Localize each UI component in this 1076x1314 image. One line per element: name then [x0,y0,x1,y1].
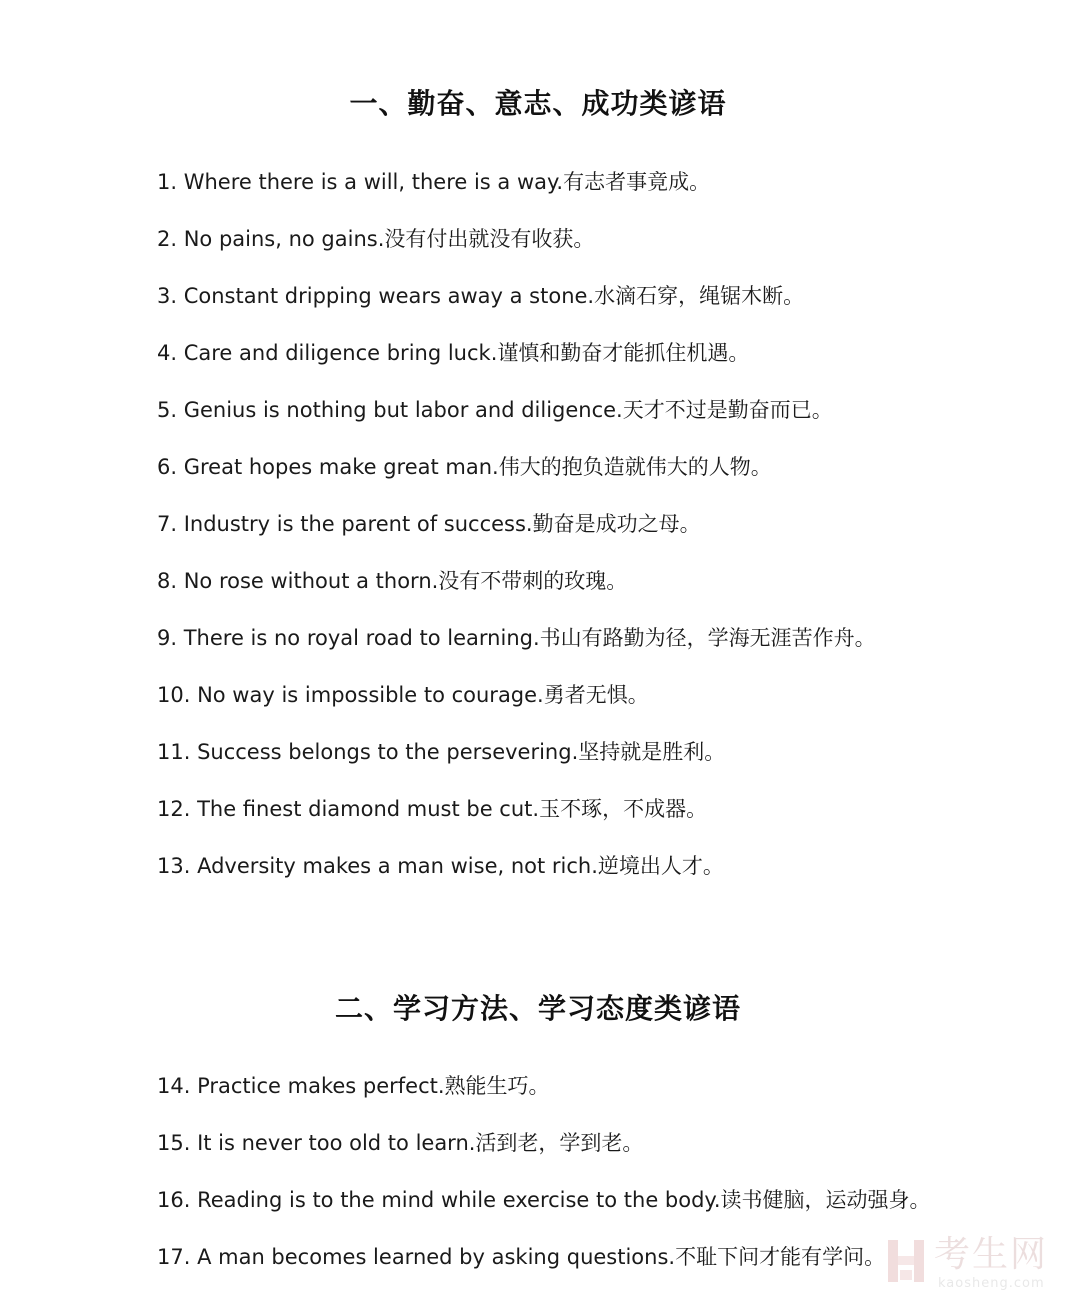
proverb-item: 16. Reading is to the mind while exercise to the body.读书健脑，运动强身。 [157,1188,931,1212]
proverb-item: 4. Care and diligence bring luck.谨慎和勤奋才能抓住机遇。 [157,341,750,365]
proverb-item: 11. Success belongs to the persevering.坚持就是胜利。 [157,740,726,764]
proverb-item: 1. Where there is a will, there is a way.有志者事竟成。 [157,170,711,194]
proverb-item: 9. There is no royal road to learning.书山有路勤为径，学海无涯苦作舟。 [157,626,876,650]
section-heading-1: 一、勤奋、意志、成功类谚语 [349,87,727,120]
proverb-item: 10. No way is impossible to courage.勇者无惧。 [157,683,649,707]
proverb-item: 17. A man becomes learned by asking questions.不耻下问才能有学问。 [157,1245,886,1269]
proverb-item: 14. Practice makes perfect.熟能生巧。 [157,1074,550,1098]
proverb-item: 5. Genius is nothing but labor and diligence.天才不过是勤奋而已。 [157,398,833,422]
watermark-subtext: kaosheng.com [938,1276,1045,1291]
watermark [886,1234,1054,1296]
proverb-item: 8. No rose without a thorn.没有不带刺的玫瑰。 [157,569,628,593]
proverb-item: 13. Adversity makes a man wise, not rich.逆境出人才。 [157,854,724,878]
proverb-item: 6. Great hopes make great man.伟大的抱负造就伟大的人物。 [157,455,772,479]
proverb-item: 3. Constant dripping wears away a stone.水滴石穿，绳锯木断。 [157,284,805,308]
watermark-text: 考生网 [934,1234,1049,1275]
section-heading-2: 二、学习方法、学习态度类谚语 [334,992,741,1025]
proverb-item: 15. It is never too old to learn.活到老，学到老。 [157,1131,644,1155]
proverb-item: 12. The finest diamond must be cut.玉不琢，不成器。 [157,797,708,821]
proverb-item: 2. No pains, no gains.没有付出就没有收获。 [157,227,595,251]
watermark-logo-icon [886,1238,926,1284]
proverb-item: 7. Industry is the parent of success.勤奋是成功之母。 [157,512,701,536]
